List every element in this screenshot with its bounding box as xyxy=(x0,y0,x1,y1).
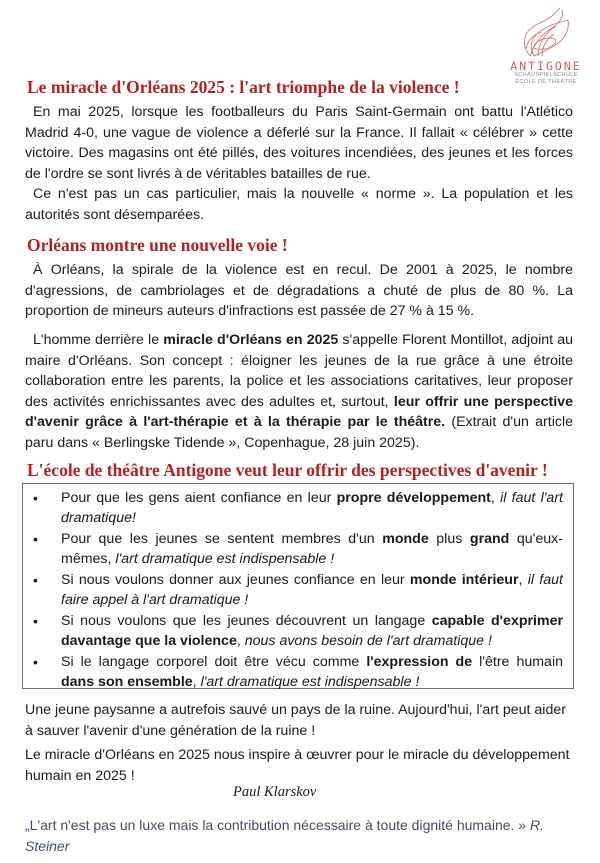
steiner-quote: „L'art n'est pas un luxe mais la contribution nécessaire à toute dignité humaine. » R. Steiner xyxy=(25,817,544,854)
emphasis-perspective: leur offrir une perspective d'avenir grâce à l'art-thérapie et à la thérapie par le théâtre. xyxy=(25,393,573,430)
signature: Paul Klarskov xyxy=(233,784,317,800)
flame-icon xyxy=(516,4,576,60)
list-item: • Si nous voulons donner aux jeunes confiance en leur monde intérieur, il faut faire appel à l'art dramatique ! xyxy=(61,570,563,610)
quote-author: R. Steiner xyxy=(25,817,544,854)
section2-heading: Orléans montre une nouvelle voie ! xyxy=(27,235,288,255)
emphasis-miracle: miracle d'Orléans en 2025 xyxy=(163,332,339,348)
list-item: • Pour que les jeunes se sentent membres d'un monde plus grand qu'eux-mêmes, l'art dramatique est indispensable ! xyxy=(61,529,563,569)
bullet-box xyxy=(22,483,574,689)
section1-paragraph-1: En mai 2025, lorsque les footballeurs du Paris Saint-Germain ont battu l'Atlético Madrid 4-0, une vague de violence a déferlé sur la France. Il fallait « célébrer » cette victoire. Des magasins ont été pillés, des voitures incendiées, des jeunes et les forces de l'ordre se sont livrés à de véritables batailles de rue. xyxy=(25,104,573,182)
bullet-list xyxy=(23,484,573,692)
logo-subtitle-1: SCHAUSPIELSCHULE xyxy=(514,72,578,78)
logo-name: ANTIGONE xyxy=(510,59,582,73)
section2-paragraph-2: L'homme derrière le miracle d'Orléans en 2025 s'appelle Florent Montillot, adjoint au maire d'Orléans. Son concept : éloigner les jeunes de la rue grâce à une étroite collaboration entre les parents, la police et les associations caritatives, leur proposer des activités enrichissantes avec des adultes et, surtout, leur offrir une perspective d'avenir grâce à l'art-thérapie et à la thérapie par le théâtre. (Extrait d'un article paru dans « Berlingske Tidende », Copenhague, 28 juin 2025). xyxy=(25,332,573,451)
closing-paragraph-1: Une jeune paysanne a autrefois sauvé un pays de la ruine. Aujourd'hui, l'art peut aider à sauver l'avenir d'une génération de la ruine ! xyxy=(25,702,566,739)
section1-heading: Le miracle d'Orléans 2025 : l'art triomphe de la violence ! xyxy=(27,77,460,97)
closing-paragraph-2: Le miracle d'Orléans en 2025 nous inspire à œuvrer pour le miracle du développement humain en 2025 ! xyxy=(25,747,570,784)
list-item: • Si le langage corporel doit être vécu comme l'expression de l'être humain dans son ensemble, l'art dramatique est indispensable ! xyxy=(61,652,563,692)
section3-heading: L'école de théâtre Antigone veut leur offrir des perspectives d'avenir ! xyxy=(27,460,548,480)
logo-subtitle-2: ÉCOLE DE THÉÂTRE xyxy=(515,79,577,85)
section1-paragraph-2: Ce n'est pas un cas particulier, mais la nouvelle « norme ». La population et les autorités sont désemparées. xyxy=(25,186,573,223)
antigone-logo xyxy=(498,4,594,96)
list-item: • Pour que les gens aient confiance en leur propre développement, il faut l'art dramatique! xyxy=(61,488,563,528)
list-item: • Si nous voulons que les jeunes découvrent un langage capable d'exprimer davantage que la violence, nous avons besoin de l'art dramatique ! xyxy=(61,611,563,651)
section2-paragraph-1: À Orléans, la spirale de la violence est en recul. De 2001 à 2025, le nombre d'agressions, de cambriolages et de dégradations a chuté de plus de 80 %. La proportion de mineurs auteurs d'infractions est passée de 27 % à 15 %. xyxy=(25,262,573,319)
